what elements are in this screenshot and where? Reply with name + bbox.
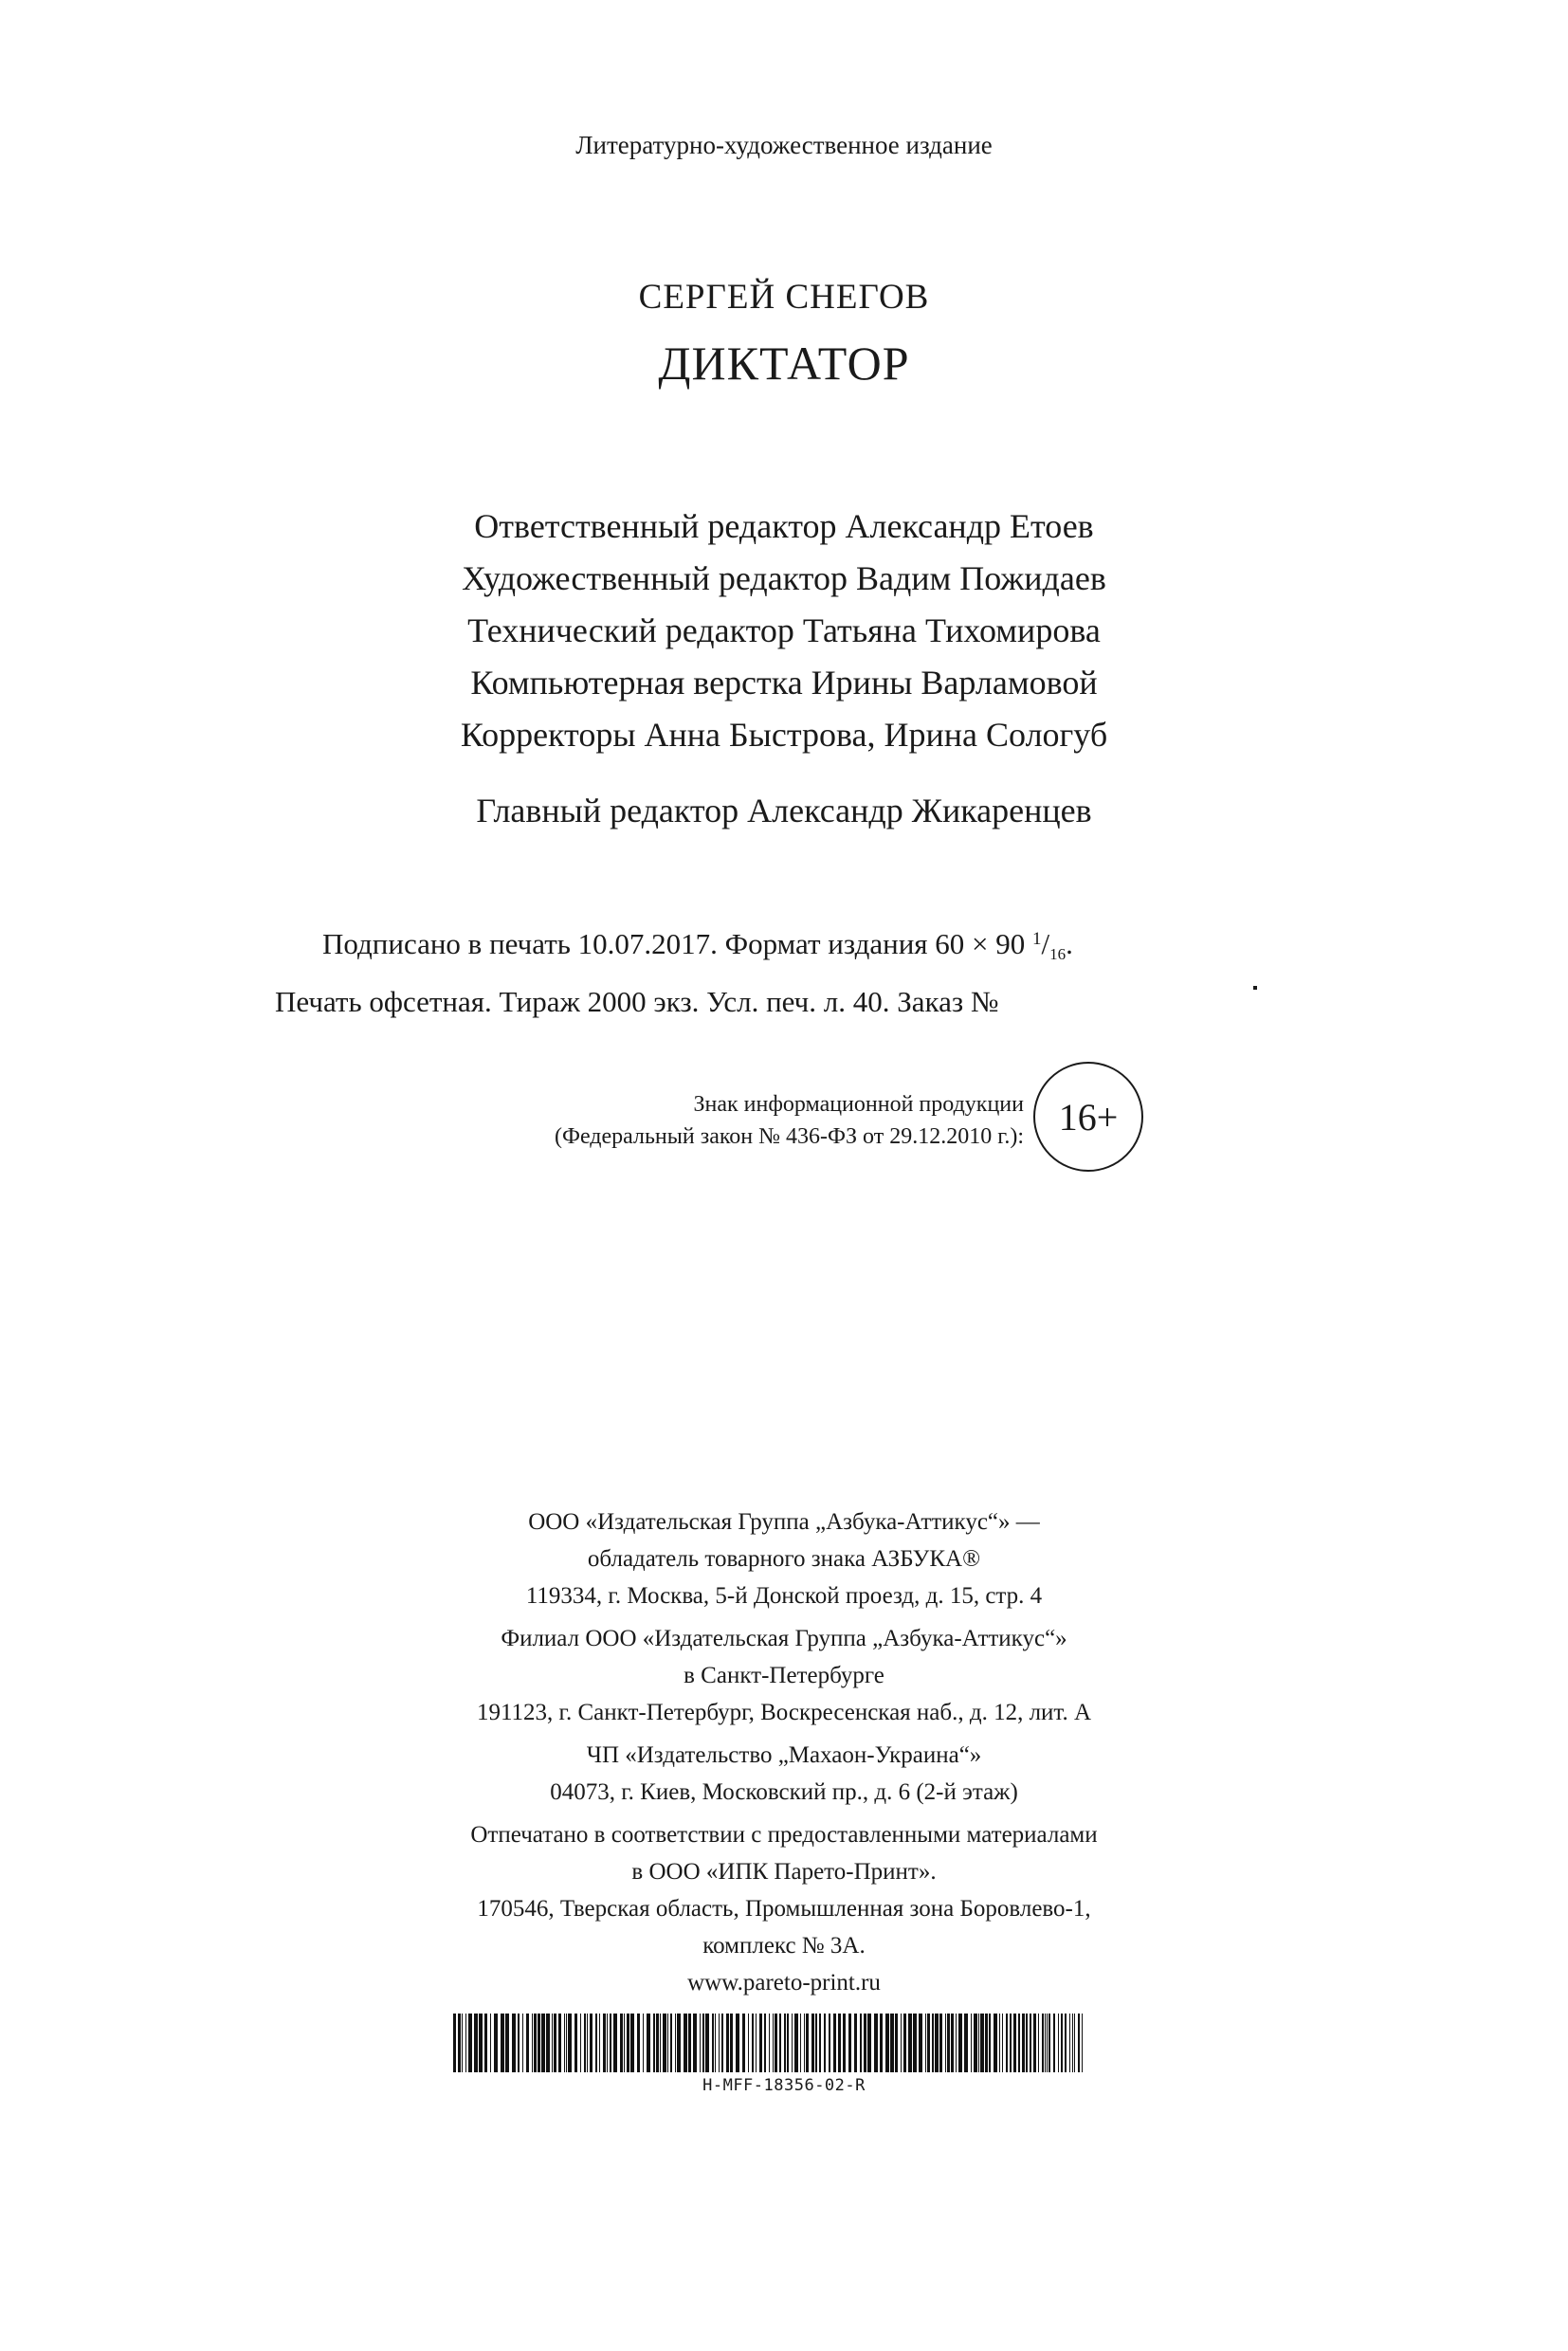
barcode-bar bbox=[1078, 2014, 1080, 2072]
barcode-bar bbox=[925, 2014, 926, 2072]
barcode-bar bbox=[670, 2014, 672, 2072]
barcode-bar bbox=[800, 2014, 801, 2072]
barcode-bar bbox=[643, 2014, 644, 2072]
barcode-bar bbox=[624, 2014, 625, 2072]
barcode-bar bbox=[552, 2014, 553, 2072]
barcode-bar bbox=[935, 2014, 939, 2072]
barcode-bar bbox=[794, 2014, 798, 2072]
barcode-bar bbox=[994, 2014, 997, 2072]
barcode-bar bbox=[677, 2014, 681, 2072]
barcode-bar bbox=[653, 2014, 655, 2072]
barcode-bar bbox=[1047, 2014, 1048, 2072]
barcode-bar bbox=[663, 2014, 666, 2072]
barcode-bar bbox=[908, 2014, 912, 2072]
barcode-bar bbox=[964, 2014, 968, 2072]
barcode-bar bbox=[980, 2014, 984, 2072]
barcode-bar bbox=[534, 2014, 537, 2072]
barcode-bar bbox=[590, 2014, 593, 2072]
barcode-bar bbox=[715, 2014, 716, 2072]
barcode-bar bbox=[453, 2014, 456, 2072]
credit-line: Компьютерная верстка Ирины Варламовой bbox=[470, 664, 1098, 702]
barcode-bar bbox=[742, 2014, 745, 2072]
barcode-bar bbox=[978, 2014, 979, 2072]
barcode-bar bbox=[815, 2014, 817, 2072]
barcode-bar bbox=[1006, 2014, 1008, 2072]
barcode-bar bbox=[833, 2014, 836, 2072]
barcode-bar bbox=[792, 2014, 793, 2072]
barcode-bar bbox=[667, 2014, 668, 2072]
credit-line: Технический редактор Татьяна Тихомирова bbox=[467, 611, 1101, 649]
barcode-bar bbox=[1048, 2014, 1050, 2072]
barcode-bar bbox=[971, 2014, 972, 2072]
barcode-bar bbox=[541, 2014, 545, 2072]
barcode-bar bbox=[458, 2014, 461, 2072]
barcode-bar bbox=[1069, 2014, 1070, 2072]
rating-label bbox=[360, 1088, 1024, 1153]
barcode-bar bbox=[1022, 2014, 1025, 2072]
barcode-bar bbox=[736, 2014, 739, 2072]
barcode-bar bbox=[1061, 2014, 1063, 2072]
barcode-bar bbox=[538, 2014, 540, 2072]
imprint-line: 04073, г. Киев, Московский пр., д. 6 (2-й этаж) bbox=[550, 1779, 1018, 1805]
barcode-bar bbox=[501, 2014, 504, 2072]
barcode-bar bbox=[945, 2014, 946, 2072]
barcode-bar bbox=[587, 2014, 588, 2072]
barcode-bar bbox=[490, 2014, 491, 2072]
barcode-bar bbox=[1018, 2014, 1020, 2072]
barcode-bar bbox=[522, 2014, 523, 2072]
credits-list bbox=[0, 501, 1568, 761]
credit-line: Ответственный редактор Александр Етоев bbox=[474, 507, 1094, 545]
barcode-bar bbox=[769, 2014, 770, 2072]
barcode-bar bbox=[546, 2014, 550, 2072]
barcode-bar bbox=[775, 2014, 777, 2072]
barcode-bar bbox=[613, 2014, 617, 2072]
barcode-bar bbox=[1010, 2014, 1012, 2072]
barcode-bar bbox=[903, 2014, 906, 2072]
barcode-bar bbox=[1033, 2014, 1036, 2072]
imprint-line: в ООО «ИПК Парето-Принт». bbox=[631, 1859, 937, 1885]
barcode-bar bbox=[867, 2014, 871, 2072]
barcode-bar bbox=[465, 2014, 466, 2072]
barcode-bar bbox=[999, 2014, 1000, 2072]
age-rating-value: 16+ bbox=[1058, 1095, 1119, 1139]
barcode-bar bbox=[811, 2014, 814, 2072]
barcode-bar bbox=[939, 2014, 942, 2072]
barcode-bar bbox=[779, 2014, 781, 2072]
barcode-bar bbox=[558, 2014, 561, 2072]
rating-label-line-2: (Федеральный закон № 436-ФЗ от 29.12.2010 г.): bbox=[554, 1124, 1024, 1149]
barcode-bar bbox=[764, 2014, 766, 2072]
barcode-image bbox=[453, 2014, 1085, 2072]
barcode-bar bbox=[1082, 2014, 1083, 2072]
book-title: ДИКТАТОР bbox=[658, 337, 910, 390]
format-fraction-slash: / bbox=[1041, 927, 1050, 960]
imprint-line: ЧП «Издательство „Махаон-Украина“» bbox=[586, 1742, 982, 1768]
print-info bbox=[275, 916, 1280, 1026]
barcode-bar bbox=[730, 2014, 733, 2072]
barcode-bar bbox=[985, 2014, 988, 2072]
barcode-bar bbox=[1074, 2014, 1075, 2072]
ukraine-info bbox=[0, 1737, 1568, 1811]
print-info-line-2: Печать офсетная. Тираж 2000 экз. Усл. печ. л. 40. Заказ № bbox=[275, 985, 999, 1018]
barcode-bar bbox=[895, 2014, 898, 2072]
format-fraction-numerator: 1 bbox=[1032, 929, 1042, 949]
barcode-bar bbox=[702, 2014, 704, 2072]
age-rating-badge bbox=[1033, 1062, 1143, 1172]
print-info-line-end: . bbox=[1066, 927, 1073, 960]
barcode-bar bbox=[660, 2014, 661, 2072]
barcode-bar bbox=[759, 2014, 762, 2072]
imprint-line: 170546, Тверская область, Промышленная зона Боровлево-1, bbox=[477, 1896, 1091, 1922]
barcode-bar bbox=[989, 2014, 991, 2072]
barcode-bar bbox=[1013, 2014, 1016, 2072]
barcode-bar bbox=[721, 2014, 723, 2072]
barcode-bar bbox=[474, 2014, 478, 2072]
author-name: СЕРГЕЙ СНЕГОВ bbox=[638, 278, 930, 317]
imprint-line: обладатель товарного знака АЗБУКА® bbox=[587, 1546, 981, 1572]
barcode-bar bbox=[505, 2014, 509, 2072]
barcode-bar bbox=[494, 2014, 498, 2072]
barcode-bar bbox=[1072, 2014, 1073, 2072]
barcode-bar bbox=[1038, 2014, 1039, 2072]
barcode-bar bbox=[901, 2014, 902, 2072]
print-info-main: Подписано в печать 10.07.2017. Формат издания 60 × 90 bbox=[322, 927, 1033, 960]
edition-type: Литературно-художественное издание bbox=[575, 131, 993, 159]
barcode-bar bbox=[1058, 2014, 1059, 2072]
barcode-bar bbox=[806, 2014, 809, 2072]
barcode-bar bbox=[479, 2014, 483, 2072]
barcode-bar bbox=[568, 2014, 572, 2072]
imprint-line: ООО «Издательская Группа „Азбука-Аттикус“» — bbox=[528, 1509, 1040, 1535]
barcode-bar bbox=[860, 2014, 862, 2072]
barcode-bar bbox=[705, 2014, 709, 2072]
barcode-bar bbox=[1030, 2014, 1031, 2072]
barcode-bar bbox=[752, 2014, 754, 2072]
imprint-line: Отпечатано в соответствии с предоставленными материалами bbox=[470, 1822, 1098, 1848]
barcode-bar bbox=[574, 2014, 577, 2072]
barcode-bar bbox=[951, 2014, 954, 2072]
barcode-bar bbox=[656, 2014, 659, 2072]
format-fraction-denominator: 16 bbox=[1049, 945, 1067, 963]
barcode-bar bbox=[1026, 2014, 1028, 2072]
barcode-bar bbox=[595, 2014, 597, 2072]
imprint-line: 191123, г. Санкт-Петербург, Воскресенская наб., д. 12, лит. А bbox=[476, 1700, 1092, 1725]
imprint-line: в Санкт-Петербурге bbox=[684, 1663, 884, 1688]
barcode-bar bbox=[526, 2014, 529, 2072]
imprint-line: Филиал ООО «Издательская Группа „Азбука-Аттикус“» bbox=[501, 1626, 1067, 1651]
imprint-line: комплекс № 3А. bbox=[702, 1933, 866, 1959]
barcode-bar bbox=[829, 2014, 830, 2072]
barcode-bar bbox=[1065, 2014, 1067, 2072]
barcode-bar bbox=[627, 2014, 629, 2072]
barcode-bar bbox=[580, 2014, 581, 2072]
barcode-bar bbox=[620, 2014, 623, 2072]
chief-editor: Главный редактор Александр Жикаренцев bbox=[476, 792, 1092, 829]
dot-mark bbox=[1253, 986, 1257, 990]
barcode-bar bbox=[1053, 2014, 1055, 2072]
barcode-bar bbox=[756, 2014, 757, 2072]
barcode-bar bbox=[1002, 2014, 1003, 2072]
barcode-bar bbox=[956, 2014, 957, 2072]
barcode-bar bbox=[974, 2014, 977, 2072]
barcode-code: H-MFF-18356-02-R bbox=[702, 2076, 866, 2095]
barcode-bar bbox=[843, 2014, 846, 2072]
barcode-bar bbox=[819, 2014, 821, 2072]
barcode-bar bbox=[874, 2014, 878, 2072]
barcode-bar bbox=[848, 2014, 851, 2072]
credit-line: Художественный редактор Вадим Пожидаев bbox=[462, 559, 1106, 597]
barcode-bar bbox=[700, 2014, 701, 2072]
barcode-bar bbox=[864, 2014, 866, 2072]
imprint-block bbox=[0, 1504, 1568, 2007]
credit-line: Корректоры Анна Быстрова, Ирина Сологуб bbox=[460, 716, 1108, 754]
barcode-bar bbox=[564, 2014, 565, 2072]
barcode-bar bbox=[958, 2014, 962, 2072]
barcode-bar bbox=[684, 2014, 687, 2072]
barcode-bar bbox=[512, 2014, 516, 2072]
rating-label-line-1: Знак информационной продукции bbox=[693, 1092, 1024, 1117]
barcode-bar bbox=[787, 2014, 789, 2072]
barcode-bar bbox=[1042, 2014, 1044, 2072]
barcode-bar bbox=[890, 2014, 894, 2072]
barcode-bar bbox=[675, 2014, 676, 2072]
barcode-bar bbox=[647, 2014, 650, 2072]
barcode-bar bbox=[468, 2014, 472, 2072]
barcode-bar bbox=[927, 2014, 930, 2072]
barcode-bar bbox=[854, 2014, 857, 2072]
barcode-bar bbox=[804, 2014, 805, 2072]
barcode-bar bbox=[947, 2014, 950, 2072]
barcode-bar bbox=[630, 2014, 634, 2072]
barcode-bar bbox=[913, 2014, 917, 2072]
barcode-bar bbox=[554, 2014, 556, 2072]
printer-info bbox=[0, 1816, 1568, 2001]
publisher-info bbox=[0, 1504, 1568, 1614]
barcode-bar bbox=[784, 2014, 786, 2072]
barcode-bar bbox=[566, 2014, 567, 2072]
barcode-bar bbox=[603, 2014, 606, 2072]
print-info-line-1 bbox=[275, 916, 1280, 978]
barcode-bar bbox=[824, 2014, 826, 2072]
printer-website: www.pareto-print.ru bbox=[687, 1970, 881, 1996]
barcode-bar bbox=[719, 2014, 720, 2072]
imprint-line: 119334, г. Москва, 5-й Донской проезд, д. 15, стр. 4 bbox=[525, 1583, 1043, 1609]
barcode-bar bbox=[748, 2014, 749, 2072]
barcode-bar bbox=[885, 2014, 889, 2072]
barcode-bar bbox=[584, 2014, 586, 2072]
branch-info bbox=[0, 1620, 1568, 1731]
barcode-bar bbox=[880, 2014, 883, 2072]
barcode-bar bbox=[518, 2014, 520, 2072]
barcode-bar bbox=[462, 2014, 463, 2072]
barcode-bar bbox=[637, 2014, 640, 2072]
barcode-bar bbox=[607, 2014, 608, 2072]
barcode-bar bbox=[919, 2014, 922, 2072]
barcode-bar bbox=[693, 2014, 697, 2072]
barcode-bar bbox=[1045, 2014, 1046, 2072]
barcode-bar bbox=[712, 2014, 714, 2072]
barcode-bar bbox=[610, 2014, 611, 2072]
barcode-bar bbox=[688, 2014, 691, 2072]
barcode-bar bbox=[726, 2014, 729, 2072]
barcode-bar bbox=[484, 2014, 487, 2072]
barcode-bar bbox=[838, 2014, 841, 2072]
barcode-bar bbox=[932, 2014, 934, 2072]
barcode-bar bbox=[532, 2014, 533, 2072]
barcode-bar bbox=[773, 2014, 774, 2072]
barcode-bar bbox=[599, 2014, 600, 2072]
